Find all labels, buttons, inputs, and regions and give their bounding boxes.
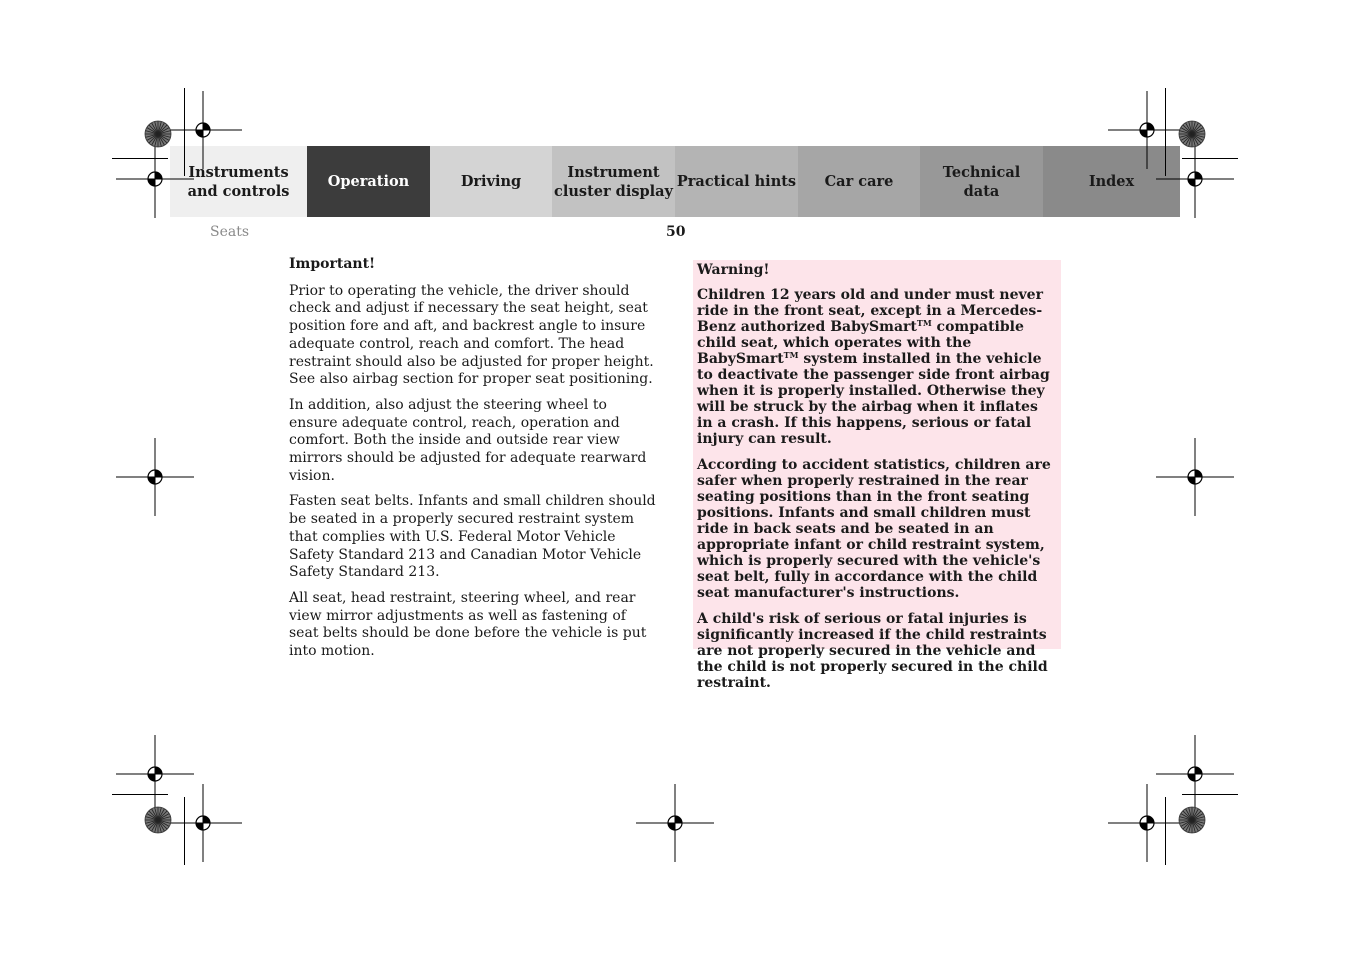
- color-wheel-icon: [1178, 806, 1206, 834]
- tab-operation[interactable]: Operation: [307, 146, 430, 217]
- important-paragraph-1: Prior to operating the vehicle, the driver should check and adjust if necessary the seat height, seat position fore and aft, and backrest angle to insure adequate control, reach and comfort. The head restraint should also be adjusted for proper height. See also airbag section for proper seat positioning.: [289, 282, 654, 388]
- tab-index[interactable]: Index: [1043, 146, 1180, 217]
- tab-instruments-and-controls[interactable]: Instruments and controls: [170, 146, 307, 217]
- chapter-tabs: [170, 146, 1180, 217]
- important-paragraph-3: Fasten seat belts. Infants and small children should be seated in a properly secured restraint system that complies with U.S. Federal Motor Vehicle Safety Standard 213 and Canadian Motor Vehicle Safety Standard 213.: [289, 493, 656, 581]
- color-wheel-icon: [144, 120, 172, 148]
- registration-target-icon: [1107, 783, 1187, 863]
- section-title: Seats: [210, 224, 250, 240]
- registration-target-icon: [1155, 139, 1235, 219]
- warning-paragraph-1: Children 12 years old and under must never ride in the front seat, except in a Mercedes-Benz authorized BabySmart™ compatible child seat, which operates with the BabySmart™ system installed in the vehicle to deactivate the passenger side front airbag when it is properly installed. Otherwise they will be struck by the airbag when it inflates in a crash. If this happens, serious or fatal injury can result.: [697, 287, 1050, 447]
- tab-technical-data[interactable]: Technical data: [920, 146, 1043, 217]
- trademark-symbol: TM: [783, 350, 799, 360]
- registration-target-icon: [163, 783, 243, 863]
- important-section: [289, 256, 659, 669]
- registration-target-icon: [1155, 437, 1235, 517]
- tab-practical-hints[interactable]: Practical hints: [675, 146, 798, 217]
- tab-instrument-cluster-display[interactable]: Instrument cluster display: [552, 146, 675, 217]
- important-heading: Important!: [289, 256, 376, 272]
- color-wheel-icon: [144, 806, 172, 834]
- warning-heading: Warning!: [697, 262, 770, 278]
- page-number: 50: [666, 224, 686, 240]
- trademark-symbol: TM: [916, 318, 932, 328]
- registration-target-icon: [635, 783, 715, 863]
- tab-car-care[interactable]: Car care: [798, 146, 920, 217]
- registration-target-icon: [115, 437, 195, 517]
- warning-paragraph-2: According to accident statistics, children are safer when properly restrained in the rear seating positions than in the front seating positions. Infants and small children must ride in back seats and be seated in an appropriate infant or child restraint system, which is properly secured with the vehicle's seat belt, fully in accordance with the child seat manufacturer's instructions.: [697, 457, 1051, 601]
- color-wheel-icon: [1178, 120, 1206, 148]
- important-paragraph-4: All seat, head restraint, steering wheel, and rear view mirror adjustments as well as fastening of seat belts should be done before the vehicle is put into motion.: [289, 589, 647, 660]
- warning-box: [693, 260, 1061, 691]
- important-paragraph-2: In addition, also adjust the steering wheel to ensure adequate control, reach, operation and comfort. Both the inside and outside rear view mirrors should be adjusted for adequate rearward vision.: [289, 396, 647, 484]
- warning-paragraph-3: A child's risk of serious or fatal injuries is significantly increased if the child restraints are not properly secured in the vehicle and the child is not properly secured in the child restraint.: [697, 611, 1048, 691]
- registration-target-icon: [115, 139, 195, 219]
- tab-driving[interactable]: Driving: [430, 146, 552, 217]
